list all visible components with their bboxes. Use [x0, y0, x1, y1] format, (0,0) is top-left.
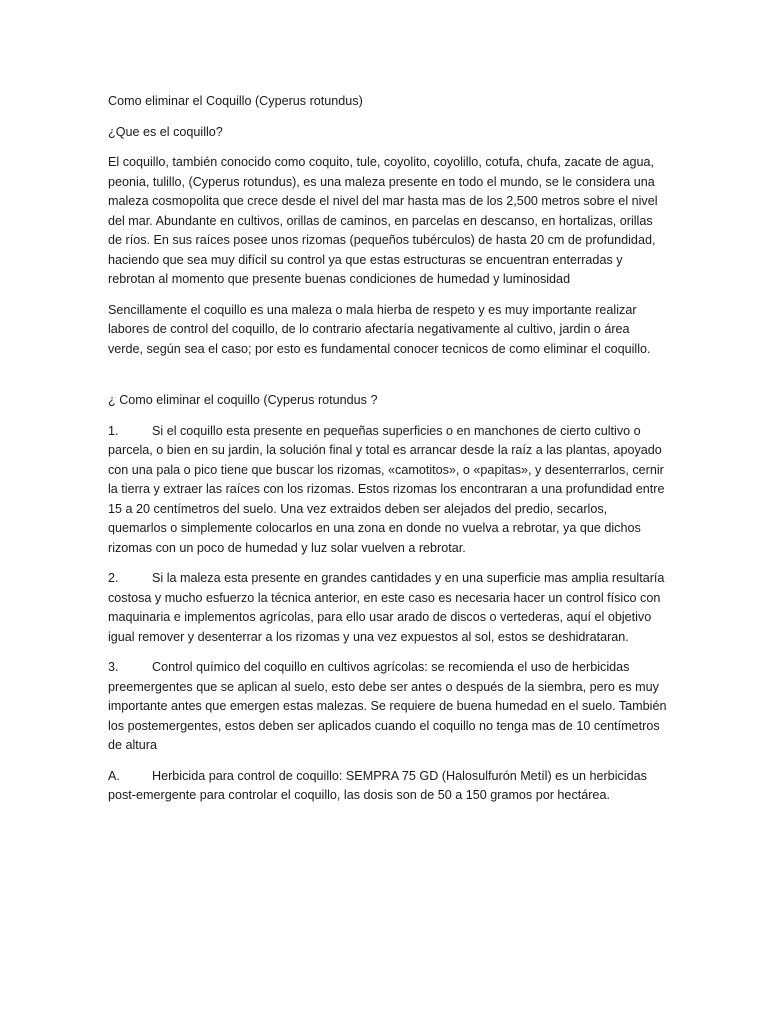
list-marker: 3. [108, 660, 119, 674]
document-page [108, 92, 668, 817]
how-heading: ¿ Como eliminar el coquillo (Cyperus rotundus ? [108, 393, 378, 407]
list-marker: 2. [108, 571, 119, 585]
intro-paragraph-1: El coquillo, también conocido como coquito, tule, coyolito, coyolillo, cotufa, chufa, zacate de agua, peonia, tulillo, (Cyperus rotundus), es una maleza presente en todo el mundo, se le considera una maleza cosmopolita que crece desde el nivel del mar hasta mas de los 2,500 metros sobre el nivel del mar. Abundante en cultivos, orillas de caminos, en parcelas en descanso, en hortalizas, orillas de ríos. En sus raíces posee unos rizomas (pequeños tubérculos) de hasta 20 cm de profundidad, haciendo que sea muy difícil su control ya que estas estructuras se encuentran enterradas y rebrotan al momento que presente buenas condiciones de humedad y luminosidad [108, 155, 658, 286]
list-item-text: Control químico del coquillo en cultivos agrícolas: se recomienda el uso de herbicidas preemergentes que se aplican al suelo, esto debe ser antes o después de la siembra, pero es muy importante antes que emergen estas malezas. Se requiere de buena humedad en el suelo. También los postemergentes, estos deben ser aplicados cuando el coquillo no tenga mas de 10 centímetros de altura [108, 660, 667, 752]
list-item-2 [108, 569, 668, 647]
intro-paragraph-2: Sencillamente el coquillo es una maleza o mala hierba de respeto y es muy importante realizar labores de control del coquillo, de lo contrario afectaría negativamente al cultivo, jardin o área verde, según sea el caso; por esto es fundamental conocer tecnicos de como eliminar el coquillo. [108, 302, 651, 356]
list-item-a [108, 767, 668, 806]
document-title: Como eliminar el Coquillo (Cyperus rotundus) [108, 94, 363, 108]
spacer [108, 370, 668, 391]
list-item-text: Si la maleza esta presente en grandes cantidades y en una superficie mas amplia resultaría costosa y mucho esfuerzo la técnica anterior, en este caso es necesaria hacer un control físico con maquinaria e implementos agrícolas, para ello usar arado de discos o vertederas, aquí el objetivo igual remover y desenterrar a los rizomas y una vez expuestos al sol, estos se deshidrataran. [108, 571, 665, 644]
list-item-text: Si el coquillo esta presente en pequeñas superficies o en manchones de cierto cultivo o parcela, o bien en su jardin, la solución final y total es arrancar desde la raíz a las plantas, apoyado con una pala o pico tiene que buscar los rizomas, «camotitos», o «papitas», y desenterrarlos, cernir la tierra y extraer las raíces con los rizomas. Estos rizomas los encontraran a una profundidad entre 15 a 20 centímetros del suelo. Una vez extraidos deben ser alejados del predio, secarlos, quemarlos o simplemente colocarlos en una zona en donde no vuelva a rebrotar, ya que dichos rizomas con un poco de humedad y luz solar vuelven a rebrotar. [108, 423, 665, 555]
list-marker: A. [108, 768, 120, 783]
list-item-3 [108, 658, 668, 756]
list-marker: 1. [108, 423, 119, 438]
question-heading: ¿Que es el coquillo? [108, 124, 223, 139]
list-item-text: Herbicida para control de coquillo: SEMPRA 75 GD (Halosulfurón Metíl) es un herbicidas post-emergente para controlar el coquillo, las dosis son de 50 a 150 gramos por hectárea. [108, 768, 647, 802]
list-item-1 [108, 422, 668, 559]
